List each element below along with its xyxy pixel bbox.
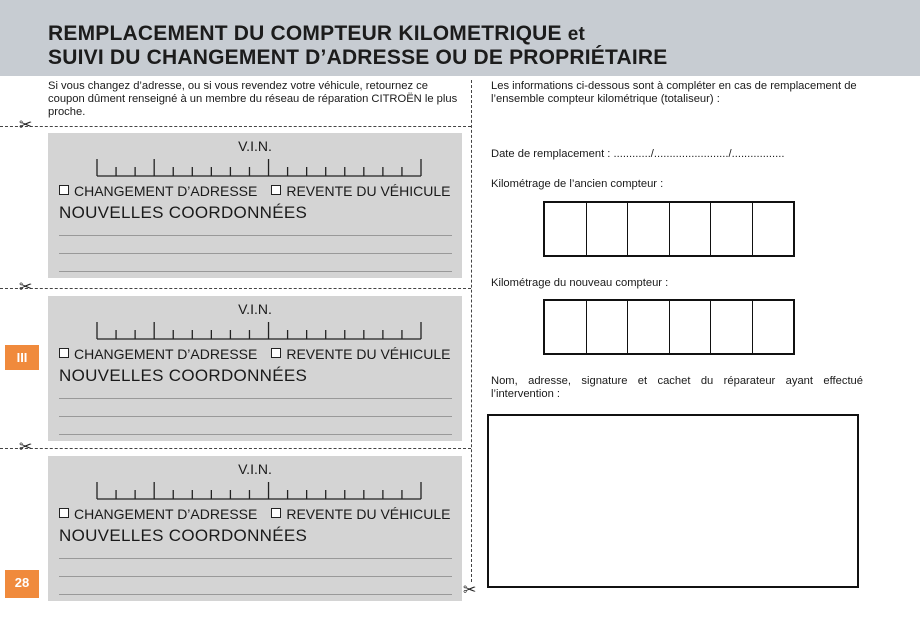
scissors-icon: ✂ [19, 279, 33, 296]
coupon-3 [48, 456, 462, 601]
address-line[interactable] [59, 594, 452, 595]
digit-box[interactable] [753, 301, 794, 353]
title-line-1: REMPLACEMENT DU COMPTEUR KILOMETRIQUE et [48, 22, 586, 45]
digit-box[interactable] [628, 203, 670, 255]
scissors-icon: ✂ [19, 117, 33, 134]
digit-box[interactable] [545, 203, 587, 255]
new-details-heading: NOUVELLES COORDONNÉES [59, 526, 308, 545]
coupon-1 [48, 133, 462, 278]
address-line[interactable] [59, 416, 452, 417]
title-line-2: SUIVI DU CHANGEMENT D’ADRESSE OU DE PROPRIÉTAIRE [48, 46, 668, 69]
digit-box[interactable] [711, 203, 753, 255]
change-address-label: CHANGEMENT D’ADRESSE [74, 506, 258, 522]
new-odometer-label: Kilométrage du nouveau compteur : [491, 277, 669, 289]
digit-box[interactable] [545, 301, 587, 353]
coupon-instructions: Si vous changez d’adresse, ou si vous revendez votre véhicule, retournez ce coupon dûment renseigné à un membre du réseau de réparation CITROËN le plus proche. [48, 80, 458, 118]
digit-box[interactable] [587, 301, 629, 353]
vin-label: V.I.N. [238, 301, 272, 317]
header-banner [0, 0, 920, 76]
address-line[interactable] [59, 253, 452, 254]
vin-field[interactable] [96, 322, 422, 340]
options-row [59, 183, 450, 199]
change-address-checkbox[interactable] [59, 508, 69, 518]
resale-label: REVENTE DU VÉHICULE [286, 183, 451, 199]
address-line[interactable] [59, 558, 452, 559]
address-line[interactable] [59, 398, 452, 399]
digit-box[interactable] [670, 203, 712, 255]
address-line[interactable] [59, 576, 452, 577]
page-number: 28 [5, 570, 39, 598]
address-line[interactable] [59, 235, 452, 236]
vertical-cut-line [471, 80, 472, 582]
change-address-checkbox[interactable] [59, 185, 69, 195]
resale-checkbox[interactable] [271, 508, 281, 518]
new-details-heading: NOUVELLES COORDONNÉES [59, 366, 308, 385]
change-address-checkbox[interactable] [59, 348, 69, 358]
repairer-stamp-box[interactable] [487, 414, 859, 588]
section-tab: III [5, 345, 39, 370]
vin-field[interactable] [96, 159, 422, 177]
change-address-label: CHANGEMENT D’ADRESSE [74, 346, 258, 362]
change-address-label: CHANGEMENT D’ADRESSE [74, 183, 258, 199]
cut-line-1 [0, 126, 471, 127]
vin-field[interactable] [96, 482, 422, 500]
address-line[interactable] [59, 434, 452, 435]
digit-box[interactable] [670, 301, 712, 353]
options-row [59, 346, 450, 362]
title-suffix: et [567, 24, 586, 45]
cut-line-3 [0, 448, 471, 449]
scissors-icon: ✂ [19, 439, 33, 456]
digit-box[interactable] [711, 301, 753, 353]
options-row [59, 506, 450, 522]
address-line[interactable] [59, 271, 452, 272]
resale-checkbox[interactable] [271, 348, 281, 358]
vin-label: V.I.N. [238, 138, 272, 154]
new-details-heading: NOUVELLES COORDONNÉES [59, 203, 308, 222]
resale-label: REVENTE DU VÉHICULE [286, 506, 451, 522]
scissors-icon: ✂ [463, 582, 477, 599]
repairer-label: Nom, adresse, signature et cachet du réparateur ayant effectué l’intervention : [491, 375, 863, 400]
replacement-date-field: Date de remplacement : ............/......................../................. [491, 148, 785, 160]
old-odometer-boxes [543, 201, 795, 257]
coupon-2 [48, 296, 462, 441]
digit-box[interactable] [753, 203, 794, 255]
cut-line-2 [0, 288, 471, 289]
old-odometer-label: Kilométrage de l’ancien compteur : [491, 178, 664, 190]
replacement-instructions: Les informations ci-dessous sont à compléter en cas de remplacement de l’ensemble compteur kilométrique (totaliseur) : [491, 80, 857, 105]
resale-checkbox[interactable] [271, 185, 281, 195]
digit-box[interactable] [628, 301, 670, 353]
new-odometer-boxes [543, 299, 795, 355]
resale-label: REVENTE DU VÉHICULE [286, 346, 451, 362]
digit-box[interactable] [587, 203, 629, 255]
vin-label: V.I.N. [238, 461, 272, 477]
